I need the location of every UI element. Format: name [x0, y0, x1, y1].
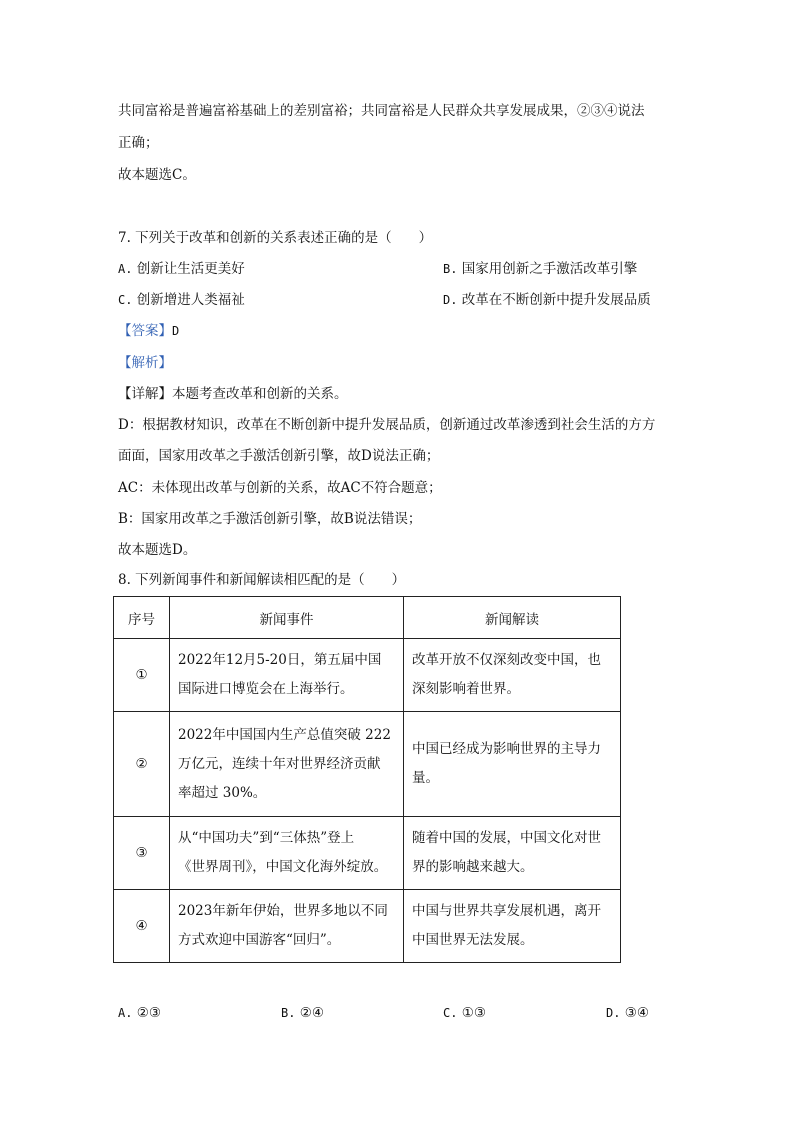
answer-tag: 【答案】 [118, 323, 172, 339]
q7-detail [118, 384, 348, 404]
q7-option-d[interactable] [443, 290, 651, 310]
row-number: ① [114, 639, 170, 712]
q8-option-a-label: A. [118, 1006, 133, 1020]
q7-analysis-line-3: AC：未体现出改革与创新的关系，故AC不符合题意； [118, 480, 442, 496]
q7-answer [118, 321, 179, 341]
q8-option-c-text: ①③ [461, 1005, 486, 1021]
q8-option-d-text: ③④ [624, 1005, 649, 1021]
q7-option-c-label: C. [118, 293, 133, 307]
row-reading: 中国与世界共享发展机遇，离开 中国世界无法发展。 [412, 903, 601, 948]
q7-stem: 7. 下列关于改革和创新的关系表述正确的是（ ） [118, 230, 433, 246]
q8-option-a-text: ②③ [136, 1005, 161, 1021]
q7-option-c-text: 创新增进人类福祉 [136, 292, 245, 308]
q7-option-a-label: A. [118, 262, 133, 276]
table-row [114, 817, 621, 890]
q7-option-b-label: B. [443, 262, 458, 276]
row-event: 2022年中国国内生产总值突破 222 万亿元，连续十年对世界经济贡献 率超过 30%。 [178, 726, 391, 801]
row-reading: 改革开放不仅深刻改变中国，也 深刻影响着世界。 [412, 652, 601, 697]
detail-text: 本题考查改革和创新的关系。 [172, 386, 348, 402]
q7-option-d-text: 改革在不断创新中提升发展品质 [461, 292, 651, 308]
header-event: 新闻事件 [170, 597, 404, 639]
table-row [114, 712, 621, 817]
q8-option-d[interactable] [606, 1003, 649, 1023]
answer-value: D [172, 324, 180, 338]
row-number: ④ [114, 890, 170, 963]
q7-option-d-label: D. [443, 293, 458, 307]
table-row [114, 890, 621, 963]
q8-option-c[interactable] [443, 1003, 486, 1023]
row-number: ③ [114, 817, 170, 890]
header-reading: 新闻解读 [404, 597, 621, 639]
q7-analysis-line-1: D：根据教材知识，改革在不断创新中提升发展品质，创新通过改革渗透到社会生活的方方 [118, 417, 656, 433]
row-reading: 随着中国的发展，中国文化对世 界的影响越来越大。 [412, 830, 601, 875]
q7-option-a-text: 创新让生活更美好 [136, 261, 245, 277]
row-event: 从“中国功夫”到“三体热”登上 《世界周刊》，中国文化海外绽放。 [178, 830, 388, 875]
q8-option-b-label: B. [281, 1006, 296, 1020]
news-table [113, 596, 621, 963]
q8-option-d-label: D. [606, 1006, 621, 1020]
q8-option-a[interactable] [118, 1003, 161, 1023]
q8-stem: 8. 下列新闻事件和新闻解读相匹配的是（ ） [118, 572, 406, 588]
row-number: ② [114, 712, 170, 817]
q7-analysis-line-2: 面面，国家用改革之手激活创新引擎，故D说法正确； [118, 448, 440, 464]
row-event: 2022年12月5-20日，第五届中国 国际进口博览会在上海举行。 [178, 652, 382, 697]
q8-option-b-text: ②④ [299, 1005, 324, 1021]
row-event: 2023年新年伊始，世界多地以不同 方式欢迎中国游客“回归”。 [178, 903, 388, 948]
detail-tag: 【详解】 [118, 386, 172, 402]
q7-conclusion: 故本题选D。 [118, 542, 197, 558]
q7-analysis-line-4: B：国家用改革之手激活创新引擎，故B说法错误； [118, 511, 422, 527]
q8-option-b[interactable] [281, 1003, 324, 1023]
row-reading: 中国已经成为影响世界的主导力 量。 [412, 741, 601, 786]
table-header-row [114, 597, 621, 639]
prev-analysis-line-1: 共同富裕是普遍富裕基础上的差别富裕；共同富裕是人民群众共享发展成果，②③④说法 [118, 103, 645, 119]
table-row [114, 639, 621, 712]
prev-conclusion: 故本题选C。 [118, 167, 196, 183]
prev-analysis-line-2: 正确； [118, 135, 159, 151]
q7-option-c[interactable] [118, 290, 245, 310]
analysis-tag: 【解析】 [118, 355, 172, 371]
q8-option-c-label: C. [443, 1006, 458, 1020]
header-number: 序号 [114, 597, 170, 639]
q7-option-a[interactable] [118, 259, 245, 279]
q7-option-b-text: 国家用创新之手激活改革引擎 [461, 261, 638, 277]
q7-option-b[interactable] [443, 259, 637, 279]
